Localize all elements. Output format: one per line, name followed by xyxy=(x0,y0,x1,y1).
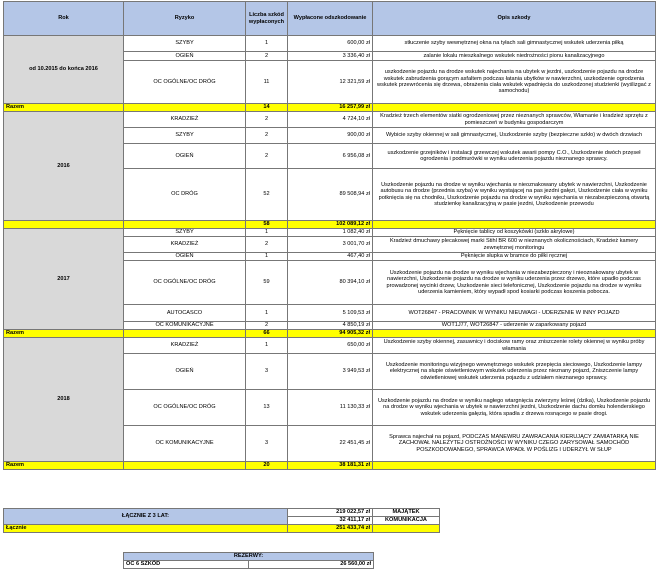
risk-cell: OC KOMUNIKACYJNE xyxy=(124,322,246,330)
desc-cell: stłuczenie szyby wewnętrznej okna na tyłach sali gimnastycznej wskutek uderzenia piłką xyxy=(373,36,656,52)
desc-cell: Pęknięcie słupka w bramce do piłki ręcznej xyxy=(373,253,656,261)
sum-label xyxy=(4,221,124,229)
amount-cell: 1 082,40 zł xyxy=(288,229,373,237)
risk-cell: OC OGÓLNE/OC DRÓG xyxy=(124,390,246,426)
sum-row xyxy=(4,221,656,229)
sum-row xyxy=(4,330,656,338)
desc-cell: Uszkodzenie pojazdu na drodze w wyniku wjechania w nieoznakowany ubytek w nawierzchni, Uszkodzenie autobusu na drodze (przednia szyba) w wyniku wystającej na pas jezdni gałęzi, Uszkodzenie ciała w wyniku potknięcia się na chodniku, Uszkodzenie pojazdu na drodze w wyniku wjechania w niezabezpieczoną otwartą studzienkę kanalizacyjną w pasie jezdni, Uszkodzenie przewodu xyxy=(373,169,656,221)
count-cell: 1 xyxy=(246,36,288,52)
reserves-table xyxy=(123,552,374,569)
amount-cell: 22 451,45 zł xyxy=(288,426,373,462)
desc-cell: uszkodzenie pojazdu na drodze wskutek najechania na ubytek w jezdni, uszkodzenie pojazdu na drodze wskutek zabrudzenia gorącym asfaltem podczas łatania ubytków w nawierzchni, uszkodzenie ogrodzenia wskutek przewrócenia się drzewa, obrażenia ciała wskutek wpadnięcia do uszkodzonej studzienki (wyślizgać z samochodu) xyxy=(373,61,656,104)
sum-amount: 94 905,32 zł xyxy=(288,330,373,338)
reserves-amount: 26 560,00 zł xyxy=(249,561,374,569)
year-label: 2018 xyxy=(4,338,124,462)
count-cell: 11 xyxy=(246,61,288,104)
amount-cell: 3 949,53 zł xyxy=(288,354,373,390)
desc-cell: uszkodzenie grzejników i instalacji grzewczej wskutek awarii pompy C.O., Uszkodzenie dwóch przęseł ogrodzenia i podmurówki w wyniku uderzenia pojazdu nieznanego sprawcy. xyxy=(373,144,656,169)
table-row xyxy=(4,338,656,354)
sum-count: 14 xyxy=(246,104,288,112)
count-cell: 1 xyxy=(246,229,288,237)
count-cell: 1 xyxy=(246,338,288,354)
reserves-title: REZERWY: xyxy=(124,553,374,561)
total-amount: 251 433,74 zł xyxy=(288,525,373,533)
risk-cell: SZYBY xyxy=(124,128,246,144)
desc-cell: Uszkodzenie pojazdu na drodze w wyniku wjechania w niezabezpieczony i nieoznakowany ubytek w nawierzchni, Uszkodzenie pojazdu na drodze w wyniku uderzenia przez drzewo, które upadło podczas prowadzonej wycinki drzew, Uszkodzenie sieci telefonicznej, Uszkodzenie pojazdu na drodze w wyniku uderzenia kamieniem, który wypadł spod kosiarki podczas koszenia pobocza. xyxy=(373,261,656,305)
risk-cell: OGIEŃ xyxy=(124,52,246,61)
count-cell: 1 xyxy=(246,253,288,261)
count-cell: 2 xyxy=(246,237,288,253)
amount-cell: 6 956,08 zł xyxy=(288,144,373,169)
count-cell: 52 xyxy=(246,169,288,221)
risk-cell: KRADZIEŻ xyxy=(124,112,246,128)
amount-cell: 89 508,94 zł xyxy=(288,169,373,221)
header-ryzyko: Ryzyko xyxy=(124,2,246,36)
sum-label: Razem xyxy=(4,104,124,112)
year-label: 2017 xyxy=(4,229,124,330)
risk-cell: OGIEŃ xyxy=(124,354,246,390)
sum-row xyxy=(4,462,656,470)
amount-cell: 3 001,70 zł xyxy=(288,237,373,253)
count-cell: 1 xyxy=(246,305,288,322)
year-label: od 10.2015 do końca 2016 xyxy=(4,36,124,104)
risk-cell: KRADZIEŻ xyxy=(124,237,246,253)
amount-cell: 5 109,53 zł xyxy=(288,305,373,322)
risk-cell: SZYBY xyxy=(124,229,246,237)
table-row xyxy=(4,36,656,52)
count-cell: 2 xyxy=(246,128,288,144)
summary-amount-property: 219 022,57 zł xyxy=(288,509,373,517)
summary-row xyxy=(4,509,440,517)
risk-cell: OGIEŃ xyxy=(124,253,246,261)
risk-cell: SZYBY xyxy=(124,36,246,52)
amount-cell: 12 321,59 zł xyxy=(288,61,373,104)
desc-cell: Kradzież trzech elementów siatki ogrodzeniowej przez nieznanych sprawców, Włamanie i kradzież sprzętu z pomieszczeń w budynku gospodarczym xyxy=(373,112,656,128)
sum-amount: 102 089,12 zł xyxy=(288,221,373,229)
desc-cell: Uszkodzenie monitoringu wizyjnego wewnętrznego wskutek przepięcia sieciowego, Uszkodzenie lampy elektrycznej na słupie oświetleniowym wskutek uderzenia przez nieznany pojazd, Zniszczenie lampy oświetleniowej wskutek uderzenia pojazdu z udziałem nieznanego sprawcy. xyxy=(373,354,656,390)
risk-cell: OGIEŃ xyxy=(124,144,246,169)
desc-cell: Pęknięcie tablicy od koszykówki (szkło akrylowe) xyxy=(373,229,656,237)
amount-cell: 11 130,33 zł xyxy=(288,390,373,426)
summary-type-property: MAJĄTEK xyxy=(373,509,440,517)
sum-label: Razem xyxy=(4,462,124,470)
risk-cell: AUTOCASCO xyxy=(124,305,246,322)
risk-cell: OC OGÓLNE/OC DRÓG xyxy=(124,261,246,305)
amount-cell: 4 850,19 zł xyxy=(288,322,373,330)
claims-table xyxy=(3,1,656,470)
count-cell: 2 xyxy=(246,112,288,128)
count-cell: 2 xyxy=(246,322,288,330)
reserves-header-row xyxy=(124,553,374,561)
header-liczba: Liczba szkód wypłaconych xyxy=(246,2,288,36)
desc-cell: Sprawca najechał na pojazd, PODCZAS MANEWRU ZAWRACANIA KIERUJĄCY ZAMIATARKĄ NIE ZACHOWAŁ NALEŻYTEJ OSTROŻNOŚCI W WYNIKU CZEGO ZARYSOWAŁ SAMOCHÓD POSZKODOWANEGO, SPRAWCA WPADŁ W POŚLIZG I UDERZYŁ W SŁUP xyxy=(373,426,656,462)
sum-label: Razem xyxy=(4,330,124,338)
sum-amount: 38 181,31 zł xyxy=(288,462,373,470)
amount-cell: 4 724,10 zł xyxy=(288,112,373,128)
header-rok: Rok xyxy=(4,2,124,36)
reserves-row xyxy=(124,561,374,569)
header-wyplacone: Wypłacone odszkodowanie xyxy=(288,2,373,36)
year-label: 2016 xyxy=(4,112,124,221)
desc-cell: WOT1J77, WOT26847 - uderzenie w zaparkowany pojazd xyxy=(373,322,656,330)
desc-cell: Kradzież dmuchawy plecakowej marki Stihl BR 600 w nieznanych okolicznościach, Kradzież kamery zewnętrznej monitoringu xyxy=(373,237,656,253)
table-row xyxy=(4,229,656,237)
amount-cell: 467,40 zł xyxy=(288,253,373,261)
count-cell: 2 xyxy=(246,52,288,61)
count-cell: 59 xyxy=(246,261,288,305)
sum-count: 20 xyxy=(246,462,288,470)
desc-cell: WOT26847 - PRACOWNIK W WYNIKU NIEUWAGI - UDERZENIE W INNY POJAZD xyxy=(373,305,656,322)
summary-label: ŁĄCZNIE Z 3 LAT: xyxy=(4,509,288,525)
count-cell: 2 xyxy=(246,144,288,169)
risk-cell: KRADZIEŻ xyxy=(124,338,246,354)
risk-cell: OC OGÓLNE/OC DRÓG xyxy=(124,61,246,104)
amount-cell: 600,00 zł xyxy=(288,36,373,52)
risk-cell: OC DRÓG xyxy=(124,169,246,221)
desc-cell: Uszkodzenie pojazdu na drodze w wyniku nagłego wtargnięcia zwierzyny leśnej (dzika), Uszkodzenie pojazdu na drodze w wyniku wjechania w ubytek w nawierzchni jezdni, Uszkodzenie dachu domku holenderskiego wskutek uderzenia gałęzią, która spadła z drzewa rosnącego w pasie drogi. xyxy=(373,390,656,426)
header-opis: Opis szkody xyxy=(373,2,656,36)
total-label: Łącznie xyxy=(4,525,288,533)
count-cell: 3 xyxy=(246,426,288,462)
risk-cell: OC KOMUNIKACYJNE xyxy=(124,426,246,462)
amount-cell: 650,00 zł xyxy=(288,338,373,354)
summary-type-vehicle: KOMUNIKACJA xyxy=(373,517,440,525)
amount-cell: 80 394,10 zł xyxy=(288,261,373,305)
amount-cell: 900,00 zł xyxy=(288,128,373,144)
desc-cell: Uszkodzenie szyby okiennej, zasuwnicy i dociskow ramy oraz zniszczenie rolety okiennej w wyniku próby włamania xyxy=(373,338,656,354)
desc-cell: zalanie lokalu mieszkalnego wskutek niedrożności pionu kanalizacyjnego xyxy=(373,52,656,61)
desc-cell: Wybicie szyby okiennej w sali gimnastycznej, Uszkodzenie szyby (bezpieczne szkło) w dwóch drzwiach xyxy=(373,128,656,144)
summary-table xyxy=(3,508,440,533)
sum-amount: 16 257,99 zł xyxy=(288,104,373,112)
amount-cell: 3 336,40 zł xyxy=(288,52,373,61)
summary-amount-vehicle: 32 411,17 zł xyxy=(288,517,373,525)
sum-count: 58 xyxy=(246,221,288,229)
count-cell: 3 xyxy=(246,354,288,390)
reserves-label: OC 6 SZKÓD xyxy=(124,561,249,569)
table-row xyxy=(4,112,656,128)
sum-row xyxy=(4,104,656,112)
header-row xyxy=(4,2,656,36)
count-cell: 13 xyxy=(246,390,288,426)
total-row xyxy=(4,525,440,533)
sum-count: 66 xyxy=(246,330,288,338)
